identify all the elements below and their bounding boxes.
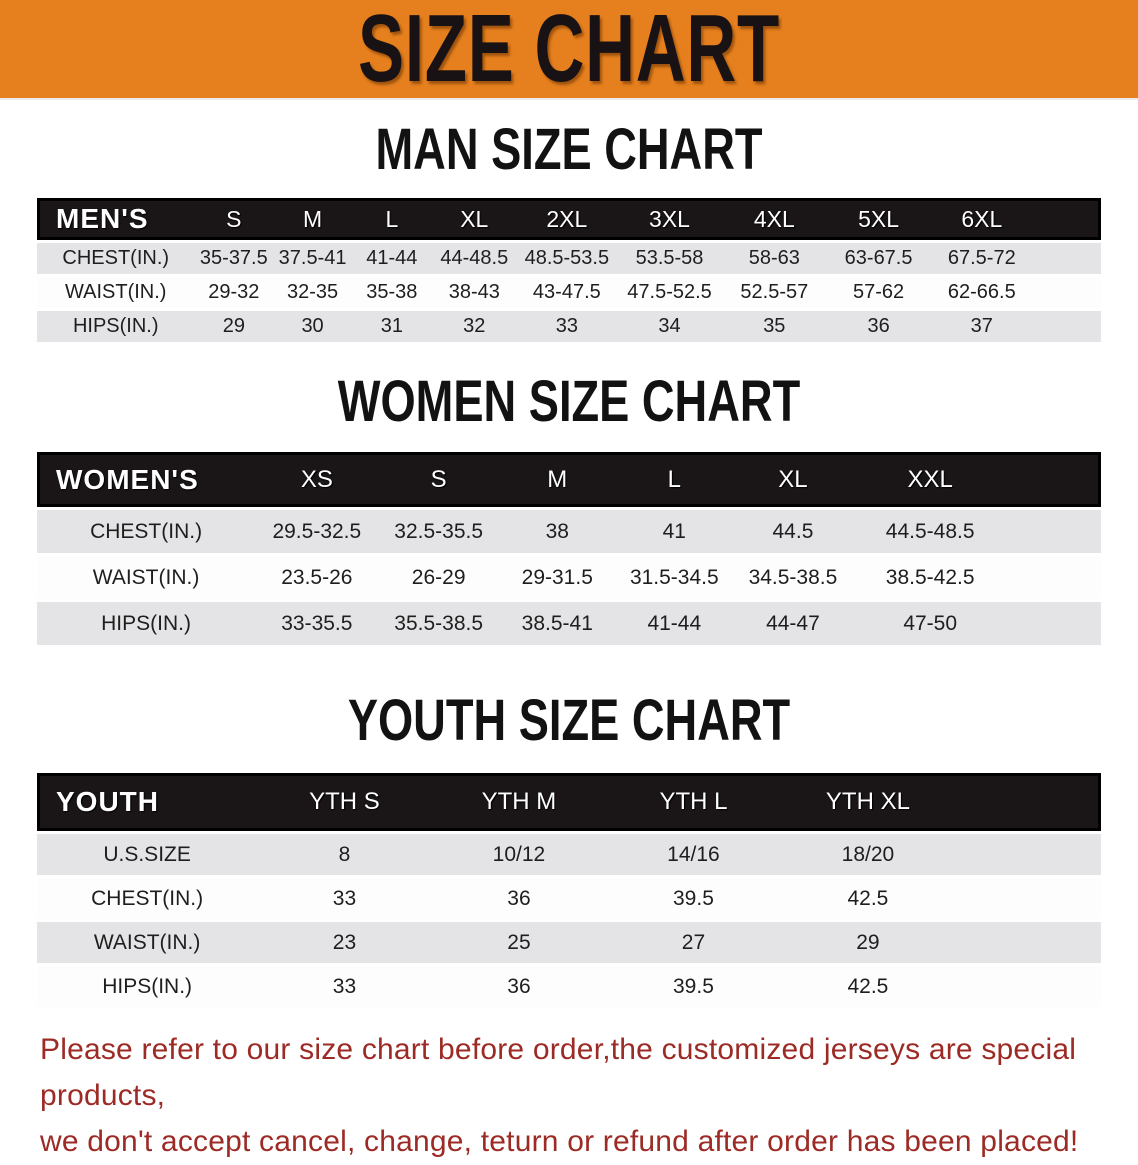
- size-column-header: XL: [432, 198, 517, 240]
- measurement-value: 8: [257, 831, 431, 875]
- measurement-row: [37, 507, 1101, 553]
- table-corner-label: YOUTH: [37, 773, 257, 831]
- measurement-value: 26-29: [379, 553, 499, 599]
- measurement-row: [37, 919, 1101, 963]
- measurement-value: 35-38: [352, 274, 432, 308]
- measurement-row: [37, 599, 1101, 645]
- youth-size-table: [37, 773, 1101, 1007]
- measurement-value: 39.5: [606, 963, 780, 1007]
- policy-line-2: we don't accept cancel, change, teturn or refund after order has been placed!: [40, 1125, 1079, 1158]
- size-header-row: [37, 198, 1101, 240]
- men-chart-heading: MAN SIZE CHART: [375, 117, 763, 182]
- measurement-row: [37, 875, 1101, 919]
- measurement-value: 23.5-26: [255, 553, 378, 599]
- measurement-value: 53.5-58: [617, 240, 722, 274]
- measurement-value: 44-47: [733, 599, 853, 645]
- measurement-value: 10/12: [432, 831, 606, 875]
- measurement-value: 44-48.5: [432, 240, 517, 274]
- banner-title: SIZE CHART: [358, 0, 780, 102]
- measurement-value: 58-63: [722, 240, 826, 274]
- measurement-value: 32.5-35.5: [379, 507, 499, 553]
- measurement-value: 30: [273, 308, 352, 342]
- measurement-row: [37, 553, 1101, 599]
- measurement-row: [37, 831, 1101, 875]
- measurement-label: CHEST(IN.): [37, 507, 255, 553]
- measurement-label: WAIST(IN.): [37, 553, 255, 599]
- women-chart-heading: WOMEN SIZE CHART: [337, 369, 801, 434]
- size-column-header: 5XL: [826, 198, 930, 240]
- size-column-header: 2XL: [517, 198, 617, 240]
- measurement-value: 27: [606, 919, 780, 963]
- measurement-label: WAIST(IN.): [37, 919, 257, 963]
- measurement-value: 36: [432, 875, 606, 919]
- measurement-value: 31.5-34.5: [616, 553, 733, 599]
- measurement-value: 47.5-52.5: [617, 274, 722, 308]
- size-column-header: YTH S: [257, 773, 431, 831]
- measurement-value: 34.5-38.5: [733, 553, 853, 599]
- measurement-value: 33-35.5: [255, 599, 378, 645]
- measurement-value: 44.5: [733, 507, 853, 553]
- size-column-header: 6XL: [931, 198, 1033, 240]
- measurement-row: [37, 240, 1101, 274]
- measurement-label: HIPS(IN.): [37, 963, 257, 1007]
- measurement-value: 36: [432, 963, 606, 1007]
- filler-cell: [1007, 599, 1101, 645]
- measurement-value: 41: [616, 507, 733, 553]
- measurement-value: 37.5-41: [273, 240, 352, 274]
- measurement-label: CHEST(IN.): [37, 240, 194, 274]
- size-column-header: 3XL: [617, 198, 722, 240]
- size-column-header: YTH XL: [781, 773, 955, 831]
- measurement-value: 25: [432, 919, 606, 963]
- measurement-value: 33: [257, 875, 431, 919]
- measurement-value: 35.5-38.5: [379, 599, 499, 645]
- filler-cell: [1033, 274, 1101, 308]
- measurement-value: 29-32: [194, 274, 273, 308]
- measurement-value: 52.5-57: [722, 274, 826, 308]
- filler-cell: [1033, 240, 1101, 274]
- filler-cell: [955, 963, 1101, 1007]
- measurement-row: [37, 963, 1101, 1007]
- measurement-value: 62-66.5: [931, 274, 1033, 308]
- men-size-table: [37, 198, 1101, 342]
- measurement-value: 33: [257, 963, 431, 1007]
- size-column-header: M: [273, 198, 352, 240]
- measurement-label: HIPS(IN.): [37, 599, 255, 645]
- filler-cell: [955, 875, 1101, 919]
- measurement-value: 63-67.5: [826, 240, 930, 274]
- measurement-value: 48.5-53.5: [517, 240, 617, 274]
- size-chart-banner: [0, 0, 1138, 100]
- size-column-header: XS: [255, 452, 378, 507]
- measurement-value: 38.5-42.5: [853, 553, 1007, 599]
- size-header-row: [37, 773, 1101, 831]
- measurement-value: 42.5: [781, 875, 955, 919]
- measurement-value: 35-37.5: [194, 240, 273, 274]
- measurement-value: 18/20: [781, 831, 955, 875]
- measurement-label: CHEST(IN.): [37, 875, 257, 919]
- filler-cell: [1007, 452, 1101, 507]
- measurement-value: 37: [931, 308, 1033, 342]
- size-column-header: S: [379, 452, 499, 507]
- measurement-value: 32-35: [273, 274, 352, 308]
- size-column-header: S: [194, 198, 273, 240]
- filler-cell: [1033, 308, 1101, 342]
- measurement-label: HIPS(IN.): [37, 308, 194, 342]
- measurement-value: 42.5: [781, 963, 955, 1007]
- measurement-value: 32: [432, 308, 517, 342]
- section-women: [0, 342, 1138, 645]
- measurement-value: 29: [194, 308, 273, 342]
- measurement-value: 23: [257, 919, 431, 963]
- measurement-value: 57-62: [826, 274, 930, 308]
- measurement-value: 38-43: [432, 274, 517, 308]
- measurement-row: [37, 308, 1101, 342]
- filler-cell: [1033, 198, 1101, 240]
- measurement-value: 67.5-72: [931, 240, 1033, 274]
- measurement-value: 38: [499, 507, 616, 553]
- order-policy-note: [0, 1007, 1138, 1165]
- table-corner-label: WOMEN'S: [37, 452, 255, 507]
- filler-cell: [955, 831, 1101, 875]
- measurement-value: 14/16: [606, 831, 780, 875]
- measurement-value: 41-44: [352, 240, 432, 274]
- measurement-value: 38.5-41: [499, 599, 616, 645]
- filler-cell: [1007, 553, 1101, 599]
- filler-cell: [955, 919, 1101, 963]
- filler-cell: [1007, 507, 1101, 553]
- women-size-table: [37, 452, 1101, 645]
- measurement-value: 33: [517, 308, 617, 342]
- section-youth: [0, 645, 1138, 1007]
- policy-line-1: Please refer to our size chart before order,the customized jerseys are special products,: [40, 1033, 1077, 1112]
- measurement-value: 47-50: [853, 599, 1007, 645]
- size-column-header: YTH M: [432, 773, 606, 831]
- measurement-label: U.S.SIZE: [37, 831, 257, 875]
- measurement-value: 34: [617, 308, 722, 342]
- table-corner-label: MEN'S: [37, 198, 194, 240]
- section-men: [0, 100, 1138, 342]
- measurement-value: 35: [722, 308, 826, 342]
- measurement-value: 29.5-32.5: [255, 507, 378, 553]
- size-column-header: XXL: [853, 452, 1007, 507]
- measurement-value: 31: [352, 308, 432, 342]
- youth-chart-heading: YOUTH SIZE CHART: [347, 688, 791, 753]
- measurement-value: 41-44: [616, 599, 733, 645]
- size-column-header: M: [499, 452, 616, 507]
- size-column-header: 4XL: [722, 198, 826, 240]
- measurement-value: 39.5: [606, 875, 780, 919]
- measurement-row: [37, 274, 1101, 308]
- measurement-value: 36: [826, 308, 930, 342]
- size-column-header: L: [352, 198, 432, 240]
- measurement-value: 43-47.5: [517, 274, 617, 308]
- measurement-label: WAIST(IN.): [37, 274, 194, 308]
- size-column-header: L: [616, 452, 733, 507]
- size-chart-page: [0, 100, 1138, 1165]
- measurement-value: 29: [781, 919, 955, 963]
- measurement-value: 44.5-48.5: [853, 507, 1007, 553]
- size-header-row: [37, 452, 1101, 507]
- measurement-value: 29-31.5: [499, 553, 616, 599]
- filler-cell: [955, 773, 1101, 831]
- size-column-header: XL: [733, 452, 853, 507]
- size-column-header: YTH L: [606, 773, 780, 831]
